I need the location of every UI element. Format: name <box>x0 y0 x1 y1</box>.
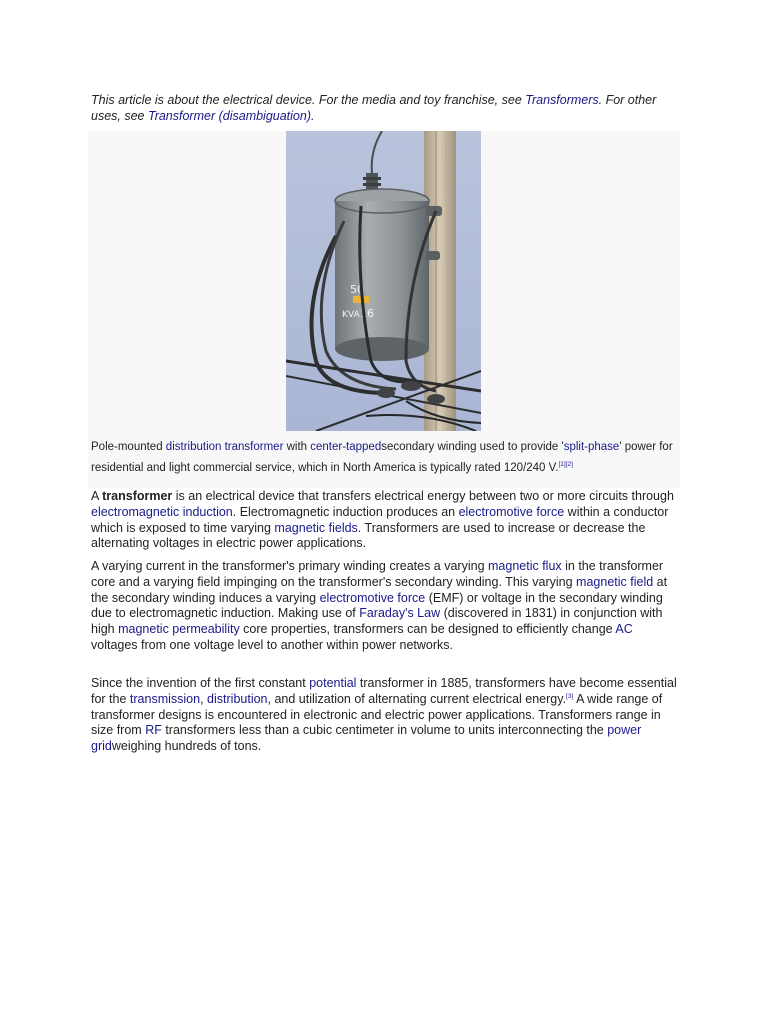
electromotive-force-link[interactable]: electromotive force <box>319 590 426 605</box>
paragraph-history <box>91 676 681 755</box>
figure-caption <box>91 437 679 479</box>
transmission-link[interactable]: transmission <box>129 691 201 706</box>
text: A wide range of transformer designs is encountered in electronic and electric power applications. Transformers range in size from <box>91 691 663 738</box>
text: transformer in 1885, transformers have become essential for the <box>91 676 677 706</box>
rf-link[interactable]: RF <box>145 723 162 738</box>
unit-number-label: 16 <box>360 307 374 320</box>
text: Since the invention of the first constant <box>91 676 310 690</box>
text: (discovered in 1831) in conjunction with high <box>91 606 663 637</box>
disambiguation-link[interactable]: Transformer (disambiguation) <box>147 108 312 123</box>
text: . Electromagnetic induction produces an <box>232 504 459 519</box>
text: A <box>91 489 103 503</box>
transformer-photo[interactable] <box>286 131 481 431</box>
citation-1-link[interactable]: [1] <box>558 461 566 469</box>
text: . Transformers are used to increase or decrease the alternating voltages in electric power applications. <box>91 520 646 551</box>
potential-link[interactable]: potential <box>309 676 357 690</box>
distribution-link[interactable]: distribution <box>207 691 268 706</box>
text: , <box>200 691 208 706</box>
caption-text: with <box>283 441 311 453</box>
faradays-law-link[interactable]: Faraday's Law <box>359 606 441 621</box>
paragraph-intro <box>91 489 681 552</box>
center-tapped-link[interactable]: center-tapped <box>310 441 382 453</box>
text: weighing hundreds of tons. <box>111 739 262 754</box>
caption-text: ' power for residential and light commercial service, which in North America is typically rated 120/240 V. <box>91 441 673 474</box>
distribution-transformer-link[interactable]: distribution transformer <box>165 441 284 453</box>
kva-rating-label: 50 <box>350 283 364 296</box>
text: transformers less than a cubic centimeter in volume to units interconnecting the <box>161 723 608 738</box>
hatnote-text: . <box>311 108 315 123</box>
text: A varying current in the transformer's primary winding creates a varying <box>91 559 488 573</box>
magnetic-fields-link[interactable]: magnetic fields <box>274 520 358 535</box>
power-grid-link[interactable]: power grid <box>91 723 642 754</box>
hatnote-text: . For other uses, see <box>91 93 657 123</box>
text: is an electrical device that transfers electrical energy between two or more circuits through <box>172 489 674 503</box>
magnetic-field-link[interactable]: magnetic field <box>576 574 654 589</box>
text: , and utilization of alternating current electrical energy. <box>267 691 567 706</box>
text: core properties, transformers can be designed to efficiently change <box>239 622 616 637</box>
hatnote <box>91 93 671 124</box>
thumbnail-figure <box>88 131 680 488</box>
voltage-label: KVA <box>342 310 360 320</box>
caption-text: Pole-mounted <box>91 441 166 453</box>
text: (EMF) or voltage in the secondary winding due to electromagnetic induction. Making use of <box>91 590 663 621</box>
transformers-franchise-link[interactable]: Transformers <box>525 93 599 107</box>
magnetic-permeability-link[interactable]: magnetic permeability <box>118 622 240 637</box>
split-phase-link[interactable]: split-phase <box>563 441 620 453</box>
hatnote-text: This article is about the electrical device. For the media and toy franchise, see <box>91 93 526 107</box>
text: in the transformer core and a varying field impinging on the transformer's secondary winding. This varying <box>91 559 664 589</box>
ac-link[interactable]: AC <box>615 622 633 637</box>
text: voltages from one voltage level to another within power networks. <box>91 637 453 652</box>
bold-term: transformer <box>102 489 173 503</box>
paragraph-operation <box>91 559 681 654</box>
electromagnetic-induction-link[interactable]: electromagnetic induction <box>91 504 233 519</box>
text: at the secondary winding induces a varying <box>91 574 668 605</box>
text: within a conductor which is exposed to time varying <box>91 504 669 535</box>
citation-2-link[interactable]: [2] <box>565 461 573 469</box>
citation-3-link[interactable]: [3] <box>566 692 574 700</box>
magnetic-flux-link[interactable]: magnetic flux <box>488 559 562 573</box>
electromotive-force-link[interactable]: electromotive force <box>458 504 565 519</box>
caption-text: secondary winding used to provide ' <box>381 441 564 453</box>
